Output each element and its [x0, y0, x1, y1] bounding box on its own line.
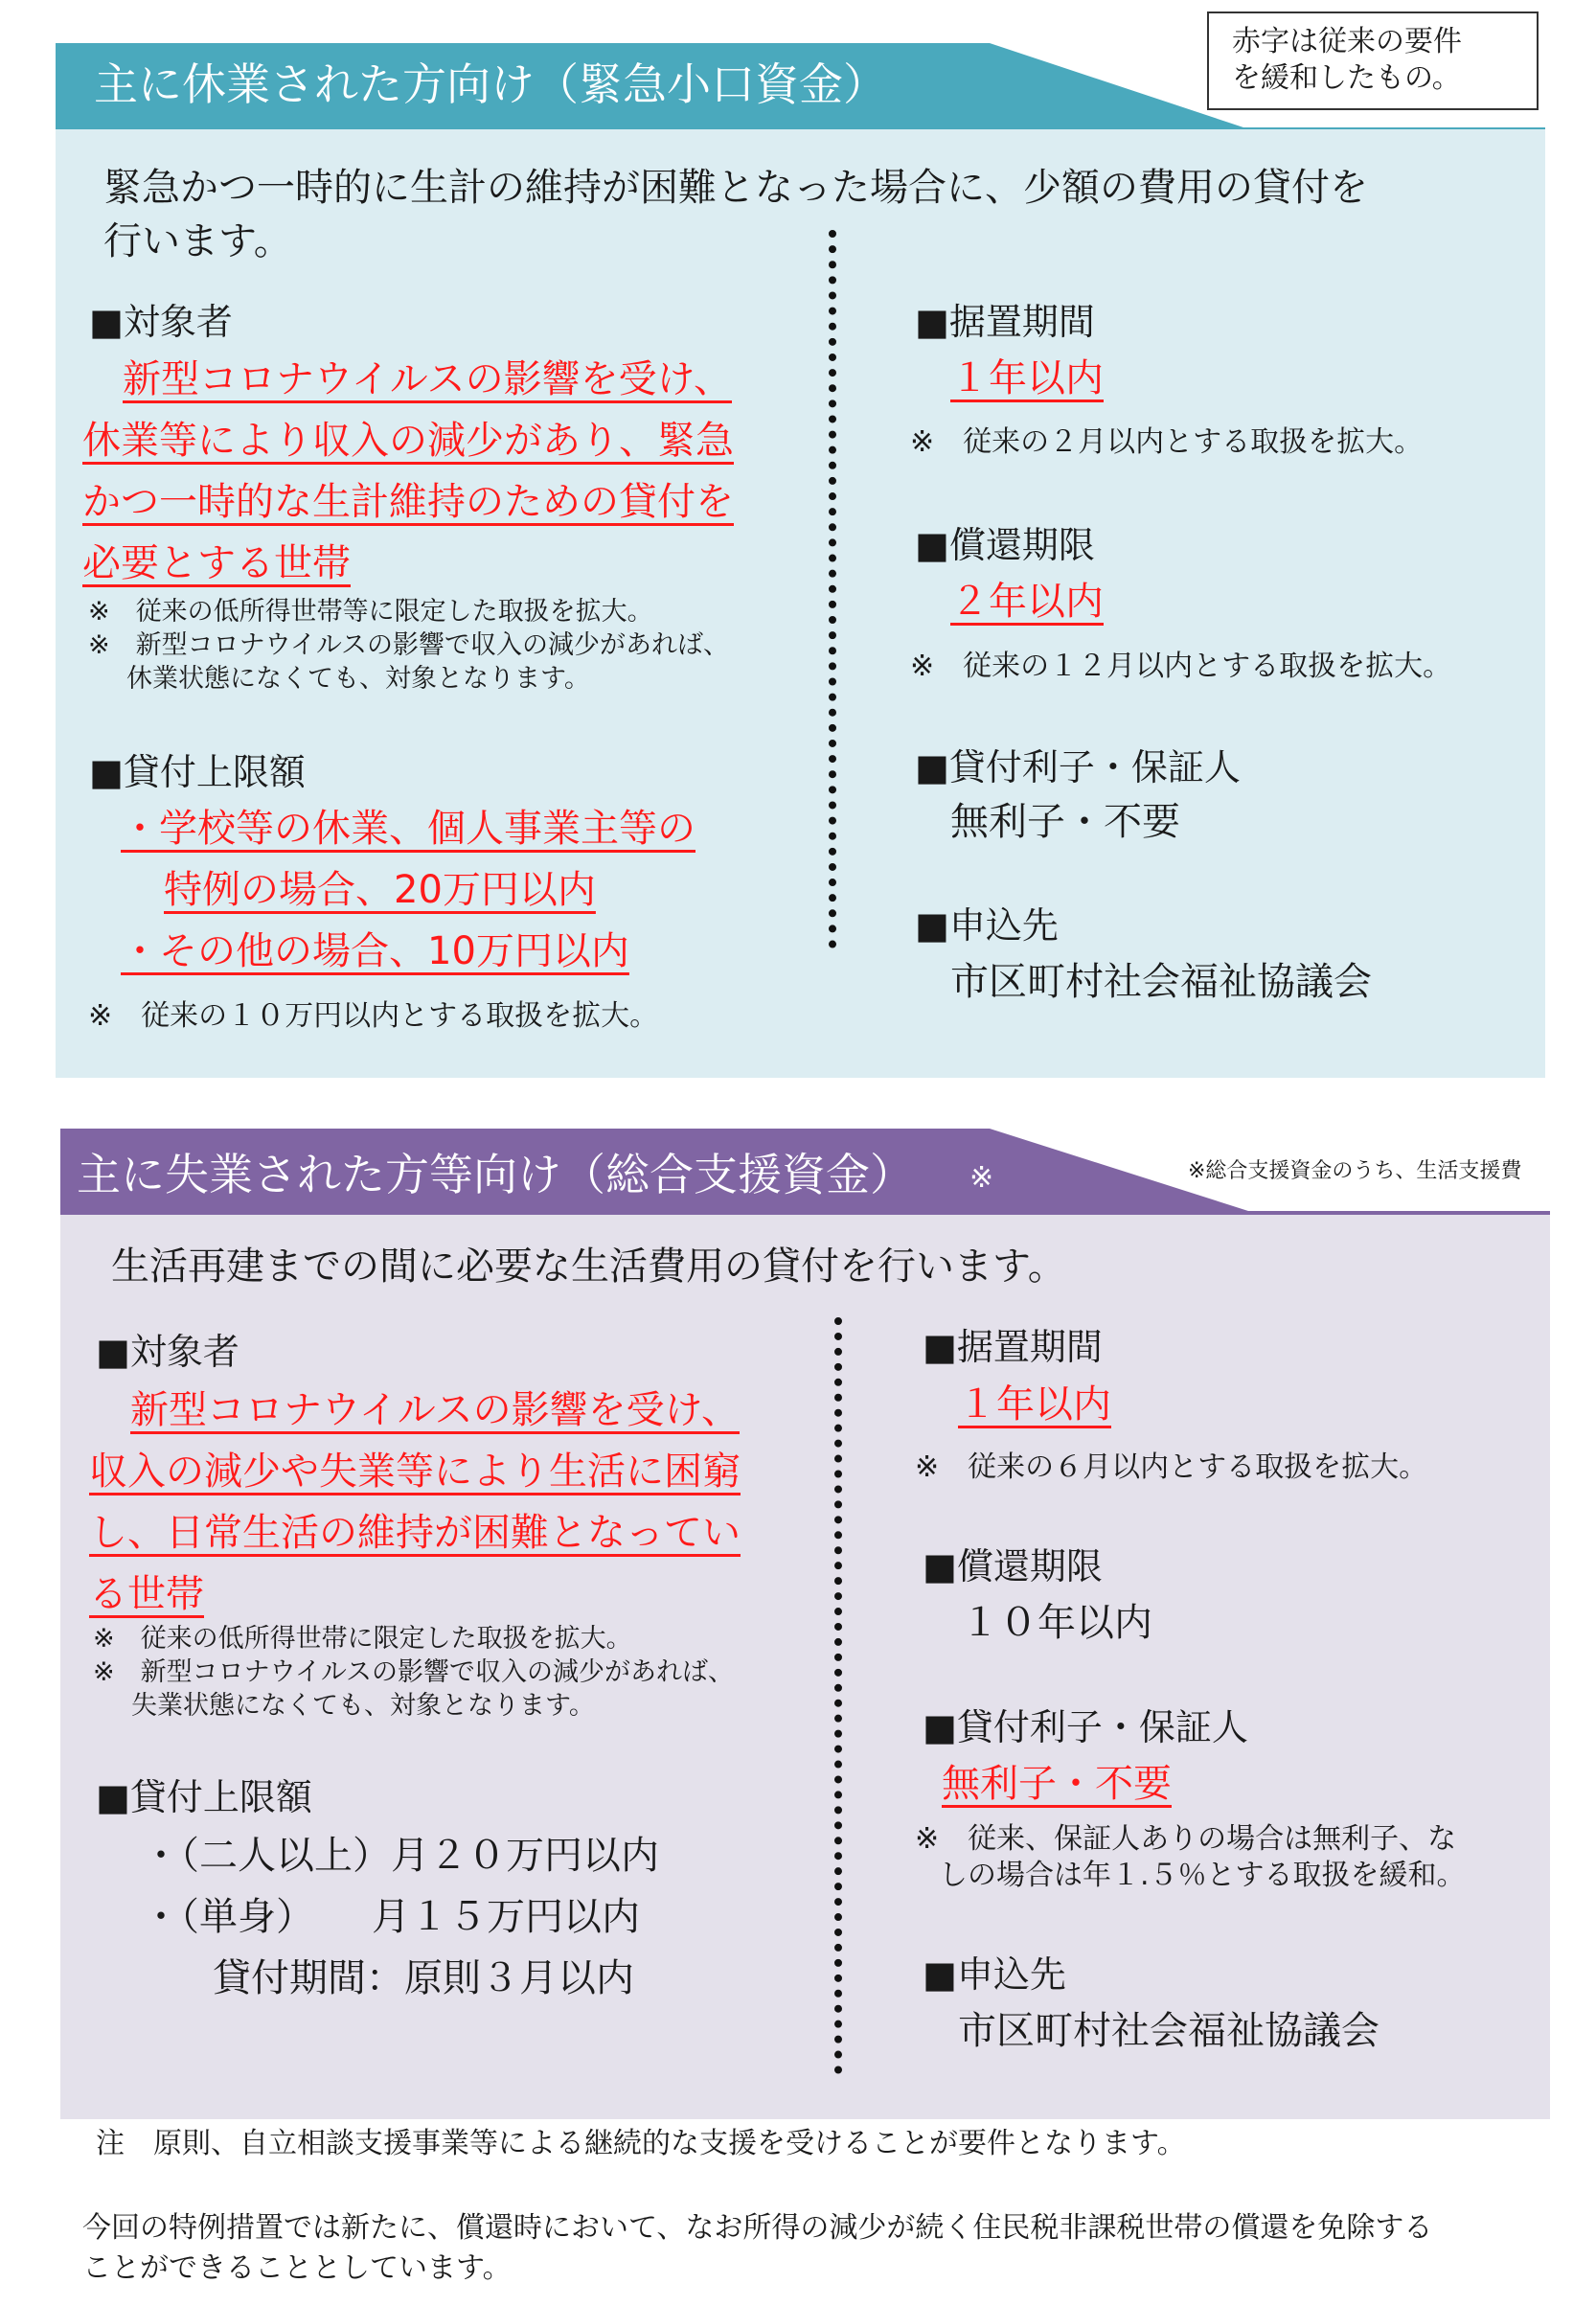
- footer-line-2: ことができることとしています。: [82, 2251, 512, 2285]
- section2-apply-value: 市区町村社会福祉協議会: [958, 2009, 1379, 2053]
- section2-interest-value: 無利子・不要: [942, 1762, 1172, 1806]
- section1-repayment-note: ※ 従来の１２月以内とする取扱を拡大。: [910, 650, 1452, 683]
- section1-target-line-2: 休業等により収入の減少があり、緊急: [82, 419, 734, 463]
- section2-side-note: ※総合支援資金のうち、生活支援費: [1188, 1159, 1522, 1183]
- section2-target-line-1: 新型コロナウイルスの影響を受け、: [130, 1388, 740, 1432]
- section2-interest-note-1: ※ 従来、保証人ありの場合は無利子、な: [915, 1822, 1457, 1856]
- section2-footnote: 注 原則、自立相談支援事業等による継続的な支援を受けることが要件となります。: [96, 2127, 1186, 2160]
- section1-deferment-heading: ■据置期間: [915, 301, 1095, 343]
- section2-limit-line-2: ・（単身） 月１５万円以内: [142, 1895, 640, 1939]
- section1-target-note-2: ※ 新型コロナウイルスの影響で収入の減少があれば、: [88, 630, 730, 660]
- section2-deferment-note: ※ 従来の６月以内とする取扱を拡大。: [915, 1450, 1428, 1484]
- section1-repayment-heading: ■償還期限: [915, 524, 1095, 566]
- section1-limit-line-1: ・学校等の休業、個人事業主等の: [121, 807, 695, 851]
- section1-interest-value: 無利子・不要: [950, 800, 1180, 844]
- section2-target-line-3: し、日常生活の維持が困難となってい: [89, 1511, 741, 1555]
- section1-repayment-value: ２年以内: [950, 580, 1104, 624]
- section1-intro: 緊急かつ一時的に生計の維持が困難となった場合に、少額の費用の貸付を 行います。: [103, 166, 1368, 263]
- legend-note-line-1: 赤字は従来の要件: [1232, 25, 1462, 58]
- section1-target-line-4: 必要とする世帯: [82, 541, 351, 585]
- section1-limit-line-3: ・その他の場合、10万円以内: [121, 929, 629, 973]
- legend-note-line-2: を緩和したもの。: [1232, 61, 1461, 95]
- section2-interest-heading: ■貸付利子・保証人: [923, 1706, 1248, 1748]
- section2-target-line-4: る世帯: [89, 1572, 204, 1616]
- section1-target-line-3: かつ一時的な生計維持のための貸付を: [82, 480, 734, 524]
- section2-repayment-heading: ■償還期限: [923, 1545, 1103, 1587]
- section2-title-mark: ※: [969, 1161, 994, 1195]
- section1-deferment-value: １年以内: [950, 356, 1104, 400]
- section2-interest-note-2: しの場合は年１.５％とする取扱を緩和。: [939, 1859, 1466, 1892]
- section1-limit-note: ※ 従来の１０万円以内とする取扱を拡大。: [88, 999, 659, 1033]
- section2-limit-line-1: ・（二人以上）月２０万円以内: [142, 1834, 659, 1878]
- section1-apply-value: 市区町村社会福祉協議会: [950, 960, 1372, 1004]
- section1-deferment-note: ※ 従来の２月以内とする取扱を拡大。: [910, 425, 1424, 459]
- section1-limit-line-2: 特例の場合、20万円以内: [164, 868, 596, 912]
- section2-target-note-1: ※ 従来の低所得世帯に限定した取扱を拡大。: [93, 1624, 632, 1654]
- section2-apply-heading: ■申込先: [923, 1953, 1066, 1996]
- section1-apply-heading: ■申込先: [915, 904, 1059, 947]
- section1-title: 主に休業された方向け（緊急小口資金）: [94, 58, 887, 110]
- section2-target-heading: ■対象者: [96, 1331, 239, 1373]
- section2-title: 主に失業された方等向け（総合支援資金）: [77, 1149, 914, 1200]
- section2-limit-line-3: 貸付期間：原則３月以内: [213, 1956, 634, 2000]
- section1-target-note-3: 休業状態になくても、対象となります。: [126, 664, 590, 694]
- section1-column-divider: [829, 230, 836, 948]
- section2-limit-heading: ■貸付上限額: [96, 1776, 312, 1818]
- section1-target-heading: ■対象者: [89, 301, 233, 343]
- section2-column-divider: [834, 1317, 842, 2074]
- section1-target-note-1: ※ 従来の低所得世帯等に限定した取扱を拡大。: [88, 597, 653, 627]
- section1-limit-heading: ■貸付上限額: [89, 751, 306, 793]
- section2-target-line-2: 収入の減少や失業等により生活に困窮: [89, 1450, 741, 1494]
- section2-target-note-3: 失業状態になくても、対象となります。: [131, 1691, 595, 1721]
- section2-target-note-2: ※ 新型コロナウイルスの影響で収入の減少があれば、: [93, 1657, 735, 1687]
- footer-text: [82, 2208, 1577, 2289]
- section2-deferment-value: １年以内: [958, 1382, 1111, 1427]
- section1-target-line-1: 新型コロナウイルスの影響を受け、: [123, 357, 732, 401]
- section1-interest-heading: ■貸付利子・保証人: [915, 746, 1241, 788]
- section2-deferment-heading: ■据置期間: [923, 1326, 1103, 1368]
- section2-repayment-value: １０年以内: [961, 1601, 1152, 1645]
- footer-line-1: 今回の特例措置では新たに、償還時において、なお所得の減少が続く住民税非課税世帯の償還を免除する: [82, 2211, 1433, 2245]
- section2-intro: 生活再建までの間に必要な生活費用の貸付を行います。: [111, 1244, 1066, 1289]
